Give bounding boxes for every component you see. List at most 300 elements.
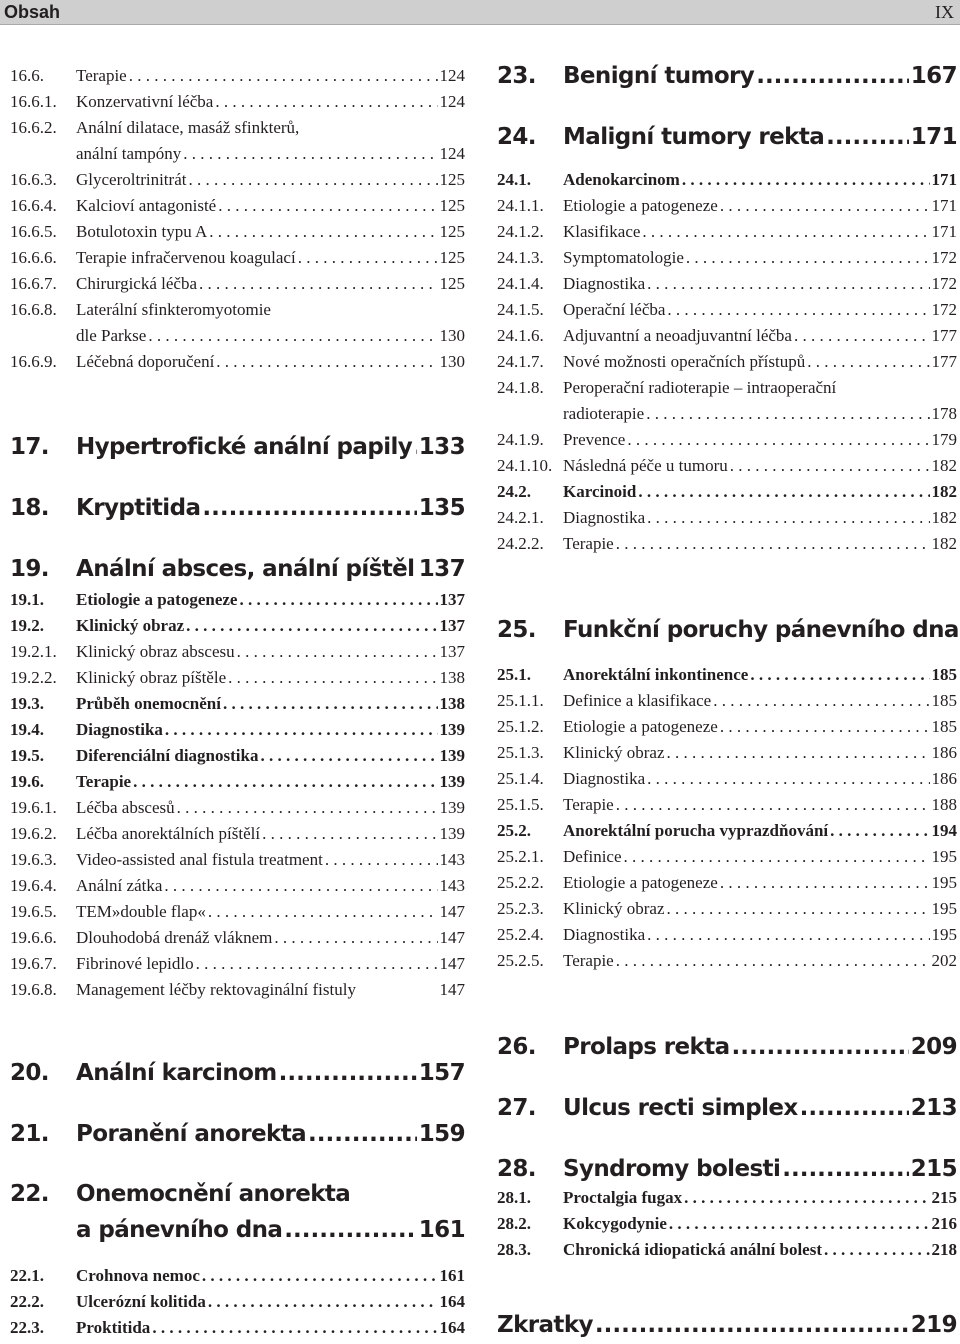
entry-title: Dlouhodobá drenáž vláknem [76,928,273,947]
leader-dots [638,479,929,505]
toc-entry[interactable] [497,818,957,844]
leader-dots [260,743,437,769]
entry-page: 186 [931,743,957,762]
entry-page: 143 [439,850,465,869]
toc-entry[interactable] [10,691,465,717]
toc-zkratky[interactable] [497,1312,957,1338]
entry-number: 25.2.5. [497,951,544,970]
entry-page: 139 [439,824,465,843]
leader-dots [682,167,930,193]
entry-page: 147 [439,954,465,973]
toc-entry[interactable] [10,1263,465,1289]
toc-entry[interactable] [497,531,957,557]
entry-title: Peroperační radioterapie – intraoperační [563,378,837,397]
entry-page: 182 [931,456,957,475]
entry-number: 19.6.4. [10,876,57,895]
toc-entry[interactable] [10,349,465,375]
leader-dots [647,766,929,792]
toc-entry[interactable] [10,665,465,691]
entry-title: Proctalgia fugax [563,1188,683,1207]
chapter-heading [497,121,957,153]
toc-entry[interactable] [10,89,465,115]
entry-page: 185 [931,691,957,710]
leader-dots [616,531,930,557]
entry-title: Diagnostika [563,508,646,527]
entry-page: 125 [439,222,465,241]
entry-number: 25.2.1. [497,847,544,866]
toc-entry[interactable] [10,951,465,977]
entry-number: 25.1.1. [497,691,544,710]
entry-page: 194 [931,821,957,840]
entry-page: 125 [439,274,465,293]
entry-page: 139 [439,772,465,791]
leader-dots [824,1237,930,1263]
toc-entry[interactable] [10,587,465,613]
leader-dots [713,688,929,714]
chapter-number: 21. [10,1121,49,1147]
chapter-page: 213 [910,1095,957,1121]
entry-page: 124 [439,144,465,163]
entry-page: 147 [439,980,465,999]
toc-entry[interactable] [497,167,957,193]
entry-title: Klinický obraz [563,743,665,762]
entry-title-continued: radioterapie [563,404,645,423]
entry-number: 24.1.4. [497,274,544,293]
toc-entry[interactable] [497,896,957,922]
toc-entry[interactable] [10,1289,465,1315]
entry-title: Definice [563,847,622,866]
toc-entry[interactable] [497,662,957,688]
toc-chapter-28[interactable] [497,1153,957,1185]
entry-number: 16.6. [10,66,44,85]
toc-entry[interactable] [497,349,957,375]
entry-title: Chronická idiopatická anální bolest [563,1240,822,1259]
entry-page: 138 [439,668,465,687]
leader-dots [720,714,930,740]
toc-entry-continued[interactable] [10,141,465,167]
leader-dots [595,1312,909,1338]
toc-entry[interactable] [497,1211,957,1237]
entry-page: 137 [439,590,465,609]
entry-title: Léčba anorektálních píštělí [76,824,261,843]
toc-chapter-18[interactable] [10,492,465,524]
entry-title: Etiologie a patogeneze [563,196,718,215]
entry-number: 25.1.3. [497,743,544,762]
entry-number: 24.2.1. [497,508,544,527]
toc-chapter-22[interactable] [10,1178,465,1248]
toc-entry[interactable] [497,245,957,271]
entry-number: 19.6.7. [10,954,57,973]
leader-dots [279,1057,417,1089]
toc-entry[interactable] [497,948,957,974]
toc-entry[interactable] [10,193,465,219]
entry-number: 16.6.6. [10,248,57,267]
chapter-title: Kryptitida [76,495,201,521]
entry-number: 24.1.5. [497,300,544,319]
toc-entry[interactable] [10,613,465,639]
entry-number: 16.6.8. [10,300,57,319]
leader-dots [208,899,438,925]
toc-entry[interactable] [497,297,957,323]
leader-dots [667,297,929,323]
chapter-page: 137 [418,556,465,582]
toc-entry[interactable] [10,769,465,795]
entry-page: 177 [931,352,957,371]
toc-entry[interactable] [10,795,465,821]
entry-title: Chirurgická léčba [76,274,198,293]
leader-dots [646,401,929,427]
toc-entry[interactable] [497,193,957,219]
entry-title: Následná péče u tumoru [563,456,728,475]
entry-page: 185 [931,717,957,736]
leader-dots [274,925,437,951]
toc-entry[interactable] [497,1237,957,1263]
entry-title: Crohnova nemoc [76,1266,200,1285]
entry-number: 19.6.3. [10,850,57,869]
entry-number: 19.6.8. [10,980,57,999]
zkratky-page: 219 [910,1312,957,1338]
entry-page: 186 [931,769,957,788]
toc-entry[interactable] [497,427,957,453]
chapter-title: Anální absces, anální píštěl [76,556,415,582]
toc-entry[interactable] [497,922,957,948]
leader-dots [756,60,909,92]
entry-title: Terapie [563,795,614,814]
entry-page: 195 [931,873,957,892]
entry-title: Terapie [76,66,127,85]
toc-entry[interactable] [10,873,465,899]
toc-entry-continued[interactable] [10,323,465,349]
toc-entry-continued[interactable] [497,401,957,427]
chapter-heading [497,1031,957,1063]
chapter-title: Onemocnění anorekta [76,1181,351,1207]
chapter-heading-continued [10,1212,465,1248]
leader-dots [215,89,437,115]
toc-entry[interactable] [10,899,465,925]
toc-entry[interactable] [10,297,465,323]
chapter-number: 20. [10,1060,49,1086]
entry-page: 137 [439,616,465,635]
entry-number: 22.2. [10,1292,44,1311]
leader-dots [807,349,929,375]
entry-page: 182 [931,482,957,501]
entry-page: 171 [931,222,957,241]
leader-dots [732,1031,909,1063]
entry-number: 25.1. [497,665,531,684]
chapter-heading [497,1092,957,1124]
entry-page: 125 [439,170,465,189]
leader-dots [188,167,437,193]
toc-entry[interactable] [10,717,465,743]
entry-title: Terapie [76,772,132,791]
toc-chapter-19[interactable] [10,553,465,585]
entry-title: Diagnostika [563,274,646,293]
toc-entry[interactable] [10,271,465,297]
toc-entry[interactable] [10,63,465,89]
chapter-page: 133 [418,434,465,460]
entry-number: 24.1.2. [497,222,544,241]
leader-dots [325,847,438,873]
entry-number: 19.2.2. [10,668,57,687]
entry-page: 164 [439,1318,465,1337]
entry-title: Průběh onemocnění [76,694,221,713]
leader-dots [177,795,438,821]
entry-title: Laterální sfinkteromyotomie [76,300,271,319]
entry-page: 137 [439,642,465,661]
leader-dots [830,818,929,844]
entry-title-continued: dle Parkse [76,326,147,345]
toc-chapter-25[interactable] [497,614,957,646]
entry-page: 130 [439,352,465,371]
toc-chapter-21[interactable] [10,1118,465,1150]
chapter-number: 28. [497,1156,536,1182]
toc-chapter-26[interactable] [497,1031,957,1063]
entry-number: 22.3. [10,1318,44,1337]
chapter-number: 24. [497,124,536,150]
toc-entry[interactable] [497,714,957,740]
entry-page: 218 [931,1240,957,1259]
chapter-heading [10,492,465,524]
entry-title: Etiologie a patogeneze [76,590,238,609]
entry-title: Video-assisted anal fistula treatment [76,850,323,869]
entry-title: Diagnostika [76,720,163,739]
entry-number: 24.1. [497,170,531,189]
entry-number: 19.4. [10,720,44,739]
running-header [0,0,960,25]
entry-title: Terapie [563,534,614,553]
toc-entry[interactable] [497,453,957,479]
toc-entry[interactable] [497,375,957,401]
leader-dots [165,717,438,743]
zkratky-heading [497,1312,957,1338]
entry-page: 124 [439,66,465,85]
leader-dots [686,245,930,271]
toc-entry[interactable] [10,743,465,769]
entry-number: 19.6.5. [10,902,57,921]
leader-dots [794,323,930,349]
toc-entry[interactable] [10,925,465,951]
chapter-page: 159 [418,1121,465,1147]
entry-page: 130 [439,326,465,345]
toc-list-19 [10,587,465,1003]
entry-title: Klinický obraz abscesu [76,642,235,661]
entry-title: Symptomatologie [563,248,684,267]
leader-dots [800,1092,909,1124]
entry-number: 25.1.4. [497,769,544,788]
leader-dots [148,323,437,349]
entry-number: 28.2. [497,1214,531,1233]
chapter-number: 17. [10,434,49,460]
toc-entry[interactable] [497,688,957,714]
chapter-page: 215 [910,1156,957,1182]
header-page-number: IX [935,2,954,22]
chapter-page: 135 [418,495,465,521]
toc-entry[interactable] [497,740,957,766]
entry-number: 28.1. [497,1188,531,1207]
toc-entry[interactable] [10,821,465,847]
chapter-title: Prolaps rekta [563,1034,730,1060]
entry-page: 182 [931,508,957,527]
leader-dots [186,613,437,639]
toc-chapter-20[interactable] [10,1057,465,1089]
entry-title: Léčba abscesů [76,798,175,817]
entry-page: 139 [439,746,465,765]
entry-page: 188 [931,795,957,814]
entry-number: 25.2. [497,821,531,840]
chapter-page: 167 [910,63,957,89]
toc-entry[interactable] [10,847,465,873]
toc-entry[interactable] [497,505,957,531]
entry-number: 25.2.3. [497,899,544,918]
leader-dots [616,948,930,974]
toc-entry[interactable] [497,271,957,297]
entry-title: Adenokarcinom [563,170,680,189]
entry-title: Diagnostika [563,769,646,788]
entry-number: 24.1.6. [497,326,544,345]
header-section-title: Obsah [4,2,61,22]
entry-title: Ulcerózní kolitida [76,1292,206,1311]
toc-chapter-23[interactable] [497,60,957,92]
leader-dots [647,505,929,531]
leader-dots [202,492,416,524]
toc-entry[interactable] [497,323,957,349]
toc-list-16-6 [10,63,465,375]
entry-page: 172 [931,274,957,293]
leader-dots [199,271,437,297]
toc-entry[interactable] [10,245,465,271]
chapter-heading [10,431,465,463]
entry-number: 25.1.5. [497,795,544,814]
entry-number: 16.6.5. [10,222,57,241]
leader-dots [237,639,438,665]
toc-chapter-27[interactable] [497,1092,957,1124]
leader-dots [284,1212,417,1248]
toc-entry[interactable] [10,639,465,665]
entry-page: 161 [439,1266,465,1285]
entry-number: 19.1. [10,590,44,609]
entry-title: Terapie [563,951,614,970]
entry-number: 24.1.8. [497,378,544,397]
entry-number: 25.1.2. [497,717,544,736]
toc-entry[interactable] [497,844,957,870]
leader-dots [730,453,930,479]
leader-dots [684,1185,929,1211]
entry-title: Anální dilatace, masáž sfinkterů, [76,118,300,137]
entry-number: 16.6.2. [10,118,57,137]
entry-number: 24.1.9. [497,430,544,449]
chapter-heading [10,553,465,585]
toc-chapter-24[interactable] [497,121,957,153]
chapter-title: Anální karcinom [76,1060,277,1086]
toc-entry[interactable] [497,479,957,505]
entry-title: Klinický obraz [563,899,665,918]
toc-entry[interactable] [497,792,957,818]
entry-page: 178 [931,404,957,423]
entry-number: 22.1. [10,1266,44,1285]
entry-title: Etiologie a patogeneze [563,717,718,736]
entry-number: 19.5. [10,746,44,765]
leader-dots [624,844,930,870]
toc-entry[interactable] [10,977,465,1003]
toc-entry[interactable] [10,115,465,141]
entry-page: 143 [439,876,465,895]
toc-entry[interactable] [10,167,465,193]
toc-entry[interactable] [10,1315,465,1341]
leader-dots [414,431,417,463]
chapter-title: Funkční poruchy pánevního dna [563,617,959,643]
toc-entry[interactable] [497,870,957,896]
entry-title: Terapie infračervenou koagulací [76,248,296,267]
chapter-title: Hypertrofické anální papily [76,434,413,460]
toc-entry[interactable] [497,1185,957,1211]
entry-title: Klinický obraz [76,616,185,635]
leader-dots [627,427,929,453]
entry-number: 19.6. [10,772,44,791]
toc-list-24 [497,167,957,557]
leader-dots [164,873,437,899]
entry-page: 139 [439,720,465,739]
entry-title: Botulotoxin typu A [76,222,208,241]
leader-dots [826,121,909,153]
entry-title: Adjuvantní a neoadjuvantní léčba [563,326,792,345]
entry-number: 24.1.3. [497,248,544,267]
entry-title: Diferenciální diagnostika [76,746,259,765]
chapter-heading [497,1153,957,1185]
leader-dots [209,219,437,245]
entry-number: 19.2. [10,616,44,635]
toc-entry[interactable] [10,219,465,245]
chapter-page: 171 [910,124,957,150]
entry-title: TEM»double flap« [76,902,206,921]
chapter-title: Poranění anorekta [76,1121,307,1147]
chapter-title: Benigní tumory [563,63,755,89]
chapter-page: 161 [418,1217,465,1243]
entry-number: 16.6.4. [10,196,57,215]
entry-page: 171 [931,170,957,189]
entry-title-continued: anální tampóny [76,144,182,163]
leader-dots [720,193,930,219]
toc-entry[interactable] [497,219,957,245]
chapter-heading [10,1057,465,1089]
entry-page: 125 [439,248,465,267]
entry-number: 19.3. [10,694,44,713]
entry-page: 138 [439,694,465,713]
entry-number: 16.6.7. [10,274,57,293]
entry-title: Diagnostika [563,925,646,944]
entry-title: Management léčby rektovaginální fistuly [76,980,356,999]
leader-dots [750,662,929,688]
entry-number: 24.2.2. [497,534,544,553]
entry-title: Prevence [563,430,626,449]
entry-page: 172 [931,248,957,267]
entry-page: 179 [931,430,957,449]
chapter-number: 19. [10,556,49,582]
entry-number: 25.2.2. [497,873,544,892]
entry-page: 177 [931,326,957,345]
entry-number: 24.1.7. [497,352,544,371]
leader-dots [133,769,437,795]
leader-dots [667,896,930,922]
leader-dots [183,141,437,167]
entry-title: Klasifikace [563,222,641,241]
entry-page: 172 [931,300,957,319]
toc-entry[interactable] [497,766,957,792]
entry-title: Glyceroltrinitrát [76,170,187,189]
chapter-title: Syndromy bolesti [563,1156,781,1182]
leader-dots [216,349,437,375]
toc-chapter-17[interactable] [10,431,465,463]
entry-title: Kokcygodynie [563,1214,667,1233]
